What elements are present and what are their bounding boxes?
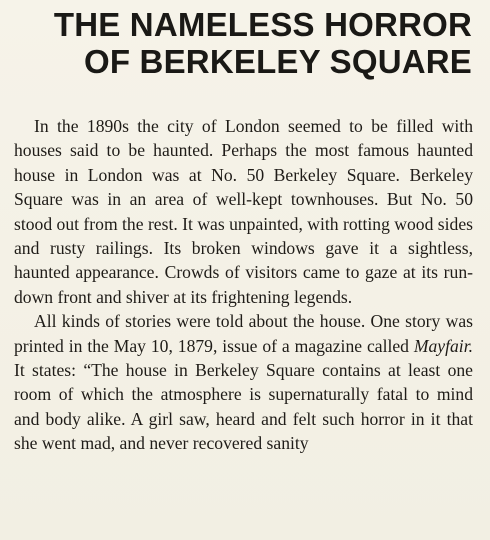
- body-text: [14, 114, 473, 456]
- magazine-title: Mayfair.: [413, 335, 473, 356]
- chapter-title-line-2: OF BERKELEY SQUARE: [83, 43, 472, 80]
- paragraph-2-text-after-italic: It states: “The house in Berkeley Square contains at least one room of which the atmosphere is supernaturally fatal to mind and body alike. A girl saw, heard and felt such horror in it that she went mad, and never recovered sanity: [14, 360, 473, 454]
- chapter-title: [54, 6, 472, 80]
- paragraph-2-text-before-italic: All kinds of stories were told about the house. One story was printed in the May 10, 1879, issue of a magazine called: [14, 311, 473, 356]
- chapter-title-line-1: THE NAMELESS HORROR: [53, 6, 472, 43]
- paragraph-2: [14, 309, 473, 455]
- paragraph-1: In the 1890s the city of London seemed to be filled with houses said to be haunted. Perhaps the most famous haunted house in London was at No. 50 Berkeley Square. Berkeley Square was in an area of well-kept townhouses. But No. 50 stood out from the rest. It was unpainted, with rotting wood sides and rusty railings. Its broken windows gave it a sightless, haunted appearance. Crowds of visitors came to gaze at its run-down front and shiver at its frightening legends.: [14, 116, 473, 307]
